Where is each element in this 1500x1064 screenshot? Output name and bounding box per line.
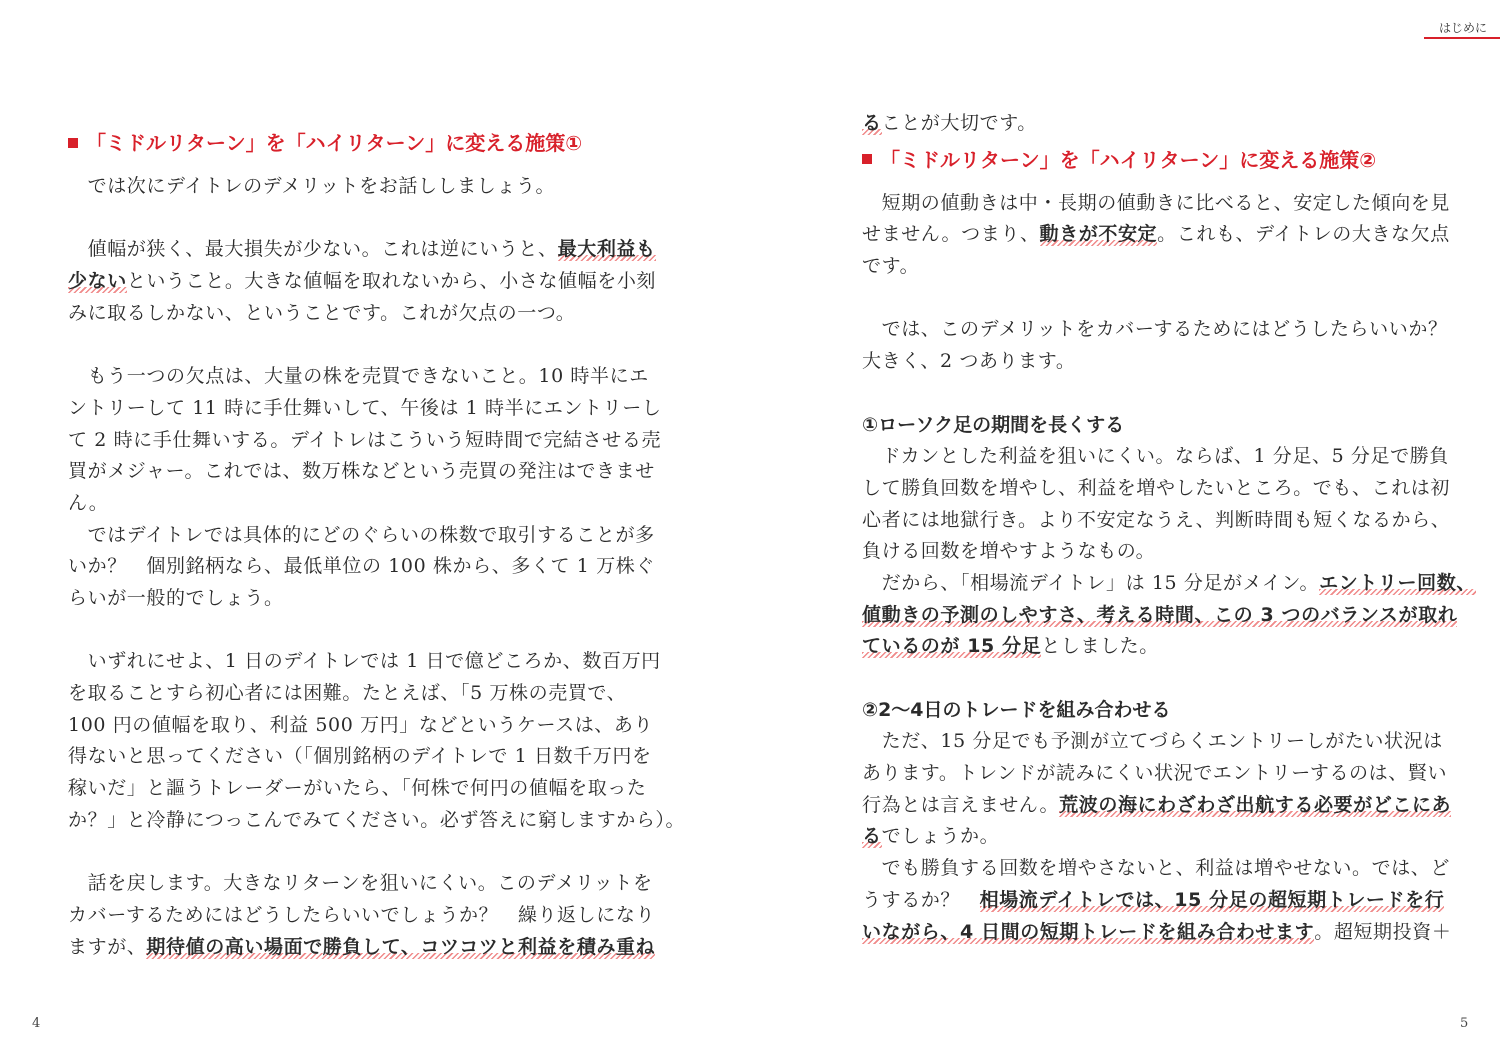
paragraph-line: みに取るしかない、ということです。これが欠点の一つ。 (68, 301, 576, 324)
paragraph-line: でも勝負する回数を増やさないと、利益は増やせない。では、ど (881, 857, 1451, 880)
header-rule (1424, 37, 1500, 39)
paragraph-line: ントリーして 11 時に手仕舞いして、午後は 1 時半にエントリーし (68, 396, 662, 419)
paragraph-line: 100 円の値幅を取り、利益 500 万円」などというケースは、あり (68, 713, 654, 736)
paragraph-line: ではデイトレでは具体的にどのぐらいの株数で取引することが多 (87, 523, 655, 546)
paragraph-line: です。 (862, 255, 920, 278)
emphasis-text: ているのが 15 分足 (862, 635, 1042, 658)
paragraph-line: 心者には地獄行き。より不安定なうえ、判断時間も短くなるから、 (862, 508, 1451, 531)
paragraph-line: ることが大切です。 (862, 112, 1037, 134)
emphasis-text: る (862, 112, 882, 134)
paragraph-line: 買がメジャー。これでは、数万株などという売買の発注はできませ (68, 460, 655, 483)
paragraph-line: せません。つまり、動きが不安定。これも、デイトレの大きな欠点 (862, 223, 1450, 246)
paragraph-line: て 2 時に手仕舞いする。デイトレはこういう短時間で完結させる売 (68, 428, 662, 451)
section-heading-2: 「ミドルリターン」を「ハイリターン」に変える施策② (862, 142, 1442, 178)
paragraph-line: 負ける回数を増やすようなもの。 (862, 540, 1156, 563)
left-text-column (68, 125, 686, 963)
paragraph-line: ただ、15 分足でも予測が立てづらくエントリーしがたい状況は (881, 730, 1443, 753)
paragraph-line: 値幅が狭く、最大損失が少ない。これは逆にいうと、最大利益も (87, 238, 656, 261)
paragraph-line: いながら、4 日間の短期トレードを組み合わせます。超短期投資＋ (862, 920, 1452, 943)
paragraph-line: 話を戻します。大きなリターンを狙いにくい。このデメリットを (87, 872, 653, 895)
paragraph-line: うするか？ 相場流デイトレでは、15 分足の超短期トレードを行 (862, 888, 1445, 911)
paragraph-line: では、このデメリットをカバーするためにはどうしたらいいか？ (881, 318, 1448, 341)
paragraph-line (862, 600, 1458, 632)
paragraph-line: もう一つの欠点は、大量の株を売買できないこと。10 時半にエ (87, 365, 649, 388)
paragraph-line: ますが、期待値の高い場面で勝負して、コツコツと利益を積み重ね (68, 935, 656, 958)
emphasis-text: 少ない (68, 270, 127, 293)
paragraph-line: ドカンとした利益を狙いにくい。ならば、1 分足、5 分足で勝負 (881, 445, 1449, 468)
subheading-2: ②2～4日のトレードを組み合わせる (862, 698, 1171, 721)
page-number-right: 5 (1460, 1016, 1469, 1031)
paragraph-line: を取ることすら初心者には困難。たとえば、「5 万株の売買で、 (68, 682, 627, 704)
paragraph-line: カバーするためにはどうしたらいいでしょうか？ 繰り返しになり (68, 903, 656, 926)
emphasis-text: 動きが不安定 (1039, 223, 1158, 246)
right-page (750, 0, 1500, 1064)
paragraph-line: か？」と冷静につっこんでみてください。必ず答えに窮しますから）。 (68, 808, 686, 831)
paragraph-line: では次にデイトレのデメリットをお話ししましょう。 (87, 175, 556, 197)
subheading-1: ①ローソク足の期間を長くする (862, 413, 1125, 436)
paragraph-line: して勝負回数を増やし、利益を増やしたいところ。でも、これは初 (862, 476, 1451, 499)
paragraph-line: るでしょうか。 (862, 825, 1000, 848)
emphasis-text: いながら、4 日間の短期トレードを組み合わせます (862, 920, 1315, 943)
paragraph-line: 得ないと思ってください（「個別銘柄のデイトレで 1 日数千万円を (68, 745, 652, 768)
page-number-left: 4 (32, 1016, 41, 1031)
red-square-icon (862, 154, 872, 164)
paragraph-line: 大きく、2 つあります。 (862, 350, 1076, 373)
paragraph-line: だから、「相場流デイトレ」は 15 分足がメイン。エントリー回数、 (881, 571, 1476, 594)
emphasis-text: 荒波の海にわざわざ出航する必要がどこにあ (1059, 793, 1452, 816)
right-text-column (862, 108, 1476, 948)
emphasis-text: 期待値の高い場面で勝負して、コツコツと利益を積み重ね (146, 935, 656, 958)
running-header: はじめに (1438, 21, 1487, 35)
paragraph-line: ているのが 15 分足としました。 (862, 635, 1159, 658)
paragraph-line: ん。 (68, 491, 109, 514)
emphasis-text: る (862, 825, 882, 848)
paragraph-line: いずれにせよ、1 日のデイトレでは 1 日で億どころか、数百万円 (87, 650, 661, 673)
paragraph-line: 行為とは言えません。荒波の海にわざわざ出航する必要がどこにあ (862, 793, 1452, 816)
section-heading-1: 「ミドルリターン」を「ハイリターン」に変える施策① (68, 125, 648, 161)
paragraph-line: いか？ 個別銘柄なら、最低単位の 100 株から、多くて 1 万株ぐ (68, 555, 655, 578)
paragraph-line: あります。トレンドが読みにくい状況でエントリーするのは、賢い (862, 762, 1448, 785)
paragraph-line: 短期の値動きは中・長期の値動きに比べると、安定した傾向を見 (881, 191, 1451, 214)
emphasis-text: 値動きの予測のしやすさ、考える時間、この 3 つのバランスが取れ (862, 603, 1458, 626)
emphasis-text: 最大利益も (557, 238, 656, 261)
red-square-icon (68, 138, 78, 148)
paragraph-line: 稼いだ」と謳うトレーダーがいたら、「何株で何円の値幅を取った (68, 777, 647, 800)
emphasis-text: 相場流デイトレでは、15 分足の超短期トレードを行 (979, 888, 1445, 911)
paragraph-line: らいが一般的でしょう。 (68, 586, 284, 609)
emphasis-text: エントリー回数、 (1319, 571, 1476, 594)
paragraph-line: 少ないということ。大きな値幅を取れないから、小さな値幅を小刻 (68, 270, 657, 293)
